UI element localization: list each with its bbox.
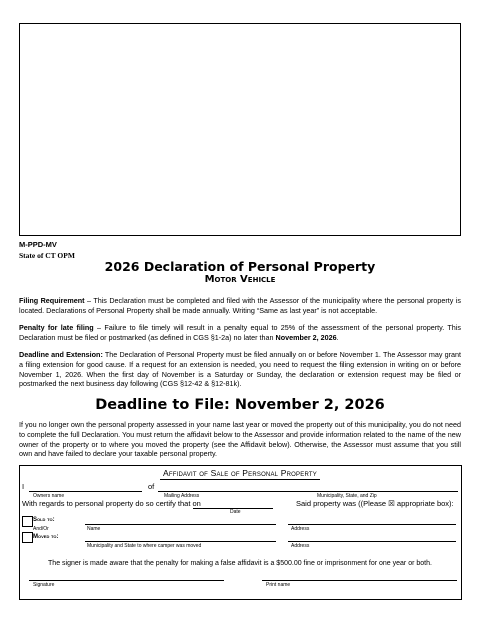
filing-requirement-label: Filing Requirement (19, 296, 85, 305)
signature-caption: Signature (33, 582, 55, 588)
sold-to-label: Sold to: (33, 517, 55, 523)
signature-field[interactable] (29, 580, 224, 581)
municipality-camper-caption: Municipality and State to where camper was moved (87, 543, 202, 549)
form-agency: State of CT OPM (19, 251, 75, 260)
address-caption: Address (291, 526, 310, 532)
owners-name-caption: Owners name (33, 493, 65, 499)
certify-text: With regards to personal property do so certify that on (22, 499, 201, 508)
extension-label: Deadline and Extension: (19, 350, 103, 359)
penalty-label: Penalty for late filing (19, 323, 94, 332)
municipality-moved-field[interactable] (85, 541, 276, 542)
blank-header-box (19, 23, 461, 236)
no-longer-own-paragraph: If you no longer own the personal property assessed in your name last year or moved the property out of this municipality, you do not need to complete the full Declaration. You must return the affidavit below to the Assessor and provide information related to the name of the new owner of the property or to where you moved the property (see the Affidavit below). Otherwise, the Assessor must assume that you still own and have failed to declare your taxable personal property. (19, 420, 461, 459)
affidavit-title-underline (160, 479, 320, 480)
penalty-date: November 2, 2026 (275, 332, 337, 342)
affidavit-title: Affidavit of Sale of Personal Property (163, 468, 317, 478)
and-or-label: And/Or (33, 526, 49, 532)
moved-to-checkbox[interactable] (22, 532, 33, 543)
moved-address-field[interactable] (288, 541, 456, 542)
deadline-heading: Deadline to File: November 2, 2026 (95, 397, 385, 413)
affidavit-of-label: of (148, 482, 155, 491)
buyer-address-field[interactable] (288, 524, 456, 525)
moved-to-label: Moved to: (33, 534, 59, 540)
buyer-name-field[interactable] (85, 524, 276, 525)
date-caption: Date (230, 509, 241, 515)
owners-name-field[interactable] (29, 491, 142, 492)
print-name-caption: Print name (266, 582, 291, 588)
address-caption-2: Address (291, 543, 310, 549)
print-name-field[interactable] (262, 580, 457, 581)
filing-requirement-text: – This Declaration must be completed and filed with the Assessor of the municipality where the personal property is located. Declarations of Personal Property shall be made annually. Writing “Same as last year” is not acceptable. (19, 296, 461, 315)
page-title: 2026 Declaration of Personal Property (104, 259, 376, 274)
address-field[interactable] (158, 491, 458, 492)
municipality-state-zip-caption: Municipality, State, and Zip (317, 493, 377, 499)
extension-text: The Declaration of Personal Property must be filed annually on or before November 1. The Assessor may grant a filing extension for good cause. If a request for an extension is needed, you need to request the filing extension in writing on or before November 1, 2026. When the first day of November is a Saturday or Sunday, the declaration or extension request may be filed or postmarked the next business day following (CGS §12-42 & §12-81k). (19, 350, 461, 389)
said-property-text: Said property was ((Please ☒ appropriate box): (296, 499, 454, 508)
affidavit-i-label: I (22, 482, 25, 491)
filing-requirement-paragraph (19, 296, 461, 316)
page-subtitle: Motor Vehicle (204, 274, 276, 285)
mailing-address-caption: Mailing Address (164, 493, 200, 499)
extension-paragraph (19, 350, 461, 389)
penalty-end: . (336, 332, 339, 342)
name-caption: Name (87, 526, 101, 532)
false-affidavit-warning: The signer is made aware that the penalty for making a false affidavit is a $500.00 fine or imprisonment for one year or both. (48, 560, 432, 567)
penalty-text: – Failure to file timely will result in a penalty equal to 25% of the assessment of the personal property. This Declaration must be filed or postmarked (as defined in CGS §1-2a) no later than (19, 323, 461, 342)
penalty-paragraph (19, 323, 461, 343)
sold-to-checkbox[interactable] (22, 516, 33, 527)
form-id: M-PPD-MV (19, 240, 57, 249)
